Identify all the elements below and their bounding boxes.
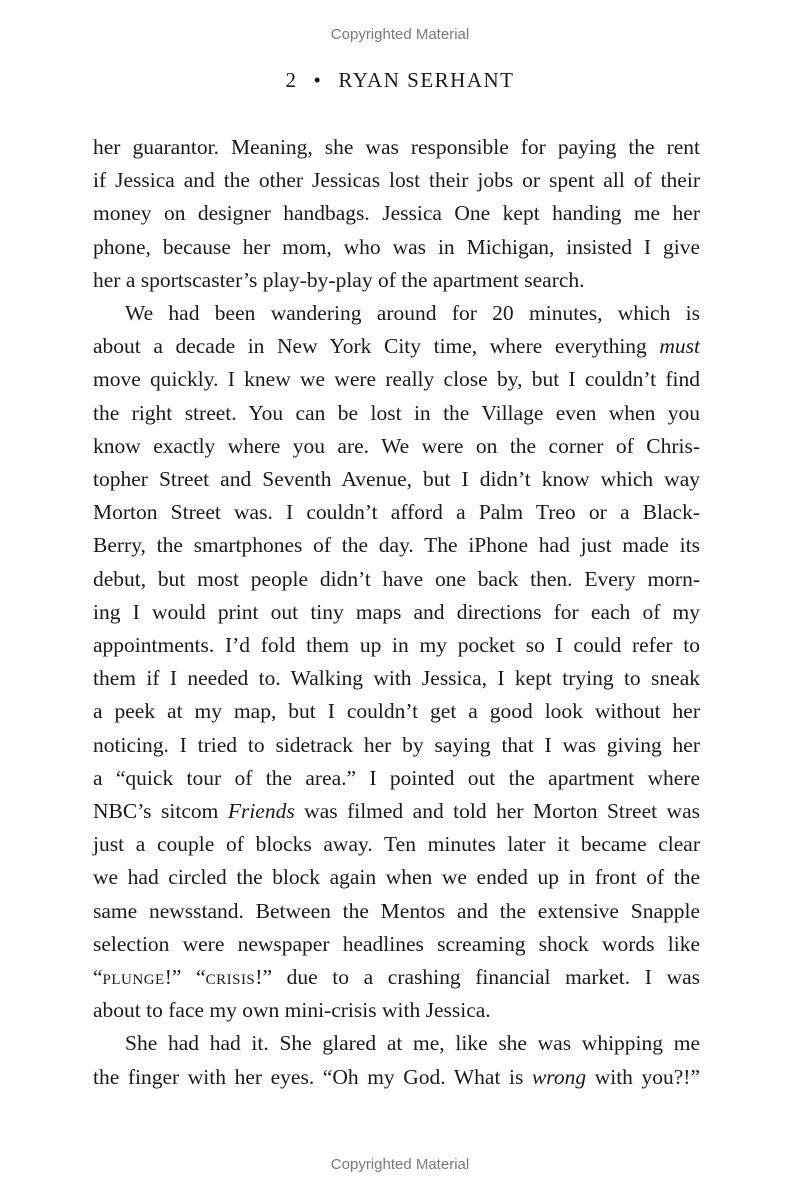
text-line: the finger with her eyes. “Oh my God. What is wrong with you?!” <box>93 1064 701 1089</box>
text-line: we had circled the block again when we ended up in front of the <box>93 865 700 890</box>
copyright-watermark-top: Copyrighted Material <box>330 26 470 43</box>
paragraph <box>93 1027 700 1093</box>
copyright-watermark-bottom: Copyrighted Material <box>330 1156 470 1173</box>
text-line: about a decade in New York City time, where everything must <box>93 334 700 359</box>
text-line: if Jessica and the other Jessicas lost their jobs or spent all of their <box>93 168 700 193</box>
paragraph <box>93 297 700 1027</box>
separator-dot: • <box>313 68 323 92</box>
text-line: “plunge!” “crisis!” due to a crashing financial market. I was <box>93 965 700 990</box>
text-line: She had had it. She glared at me, like she was whipping me <box>125 1031 700 1056</box>
text-line: the right street. You can be lost in the Village even when you <box>93 400 700 425</box>
author-name: RYAN SERHANT <box>338 68 515 92</box>
text-line: same newsstand. Between the Mentos and the extensive Snapple <box>93 898 700 923</box>
text-line: money on designer handbags. Jessica One kept handing me her <box>93 201 700 226</box>
page-number: 2 <box>285 68 298 92</box>
text-line: a peek at my map, but I couldn’t get a good look without her <box>93 699 700 724</box>
emphasis-text: must <box>659 334 700 359</box>
emphasis-text: Friends <box>227 799 295 824</box>
text-line: We had been wandering around for 20 minutes, which is <box>125 301 700 326</box>
text-line: about to face my own mini-crisis with Jessica. <box>93 998 491 1023</box>
text-line: Berry, the smartphones of the day. The iPhone had just made its <box>93 533 700 558</box>
emphasis-text: wrong <box>531 1064 587 1089</box>
text-line: move quickly. I knew we were really close by, but I couldn’t find <box>93 367 700 392</box>
text-line: noticing. I tried to sidetrack her by saying that I was giving her <box>93 732 700 757</box>
text-line: a “quick tour of the area.” I pointed out the apartment where <box>93 765 700 790</box>
small-caps-text: plunge <box>102 965 165 990</box>
text-line: just a couple of blocks away. Ten minutes later it became clear <box>93 832 700 857</box>
text-line: them if I needed to. Walking with Jessica, I kept trying to sneak <box>93 666 700 691</box>
text-line: phone, because her mom, who was in Michigan, insisted I give <box>93 234 700 259</box>
paragraph <box>93 131 700 297</box>
text-line: Morton Street was. I couldn’t afford a Palm Treo or a Black- <box>93 500 700 525</box>
text-line: her guarantor. Meaning, she was responsible for paying the rent <box>93 135 700 159</box>
running-head <box>0 68 800 93</box>
text-line: NBC’s sitcom Friends was filmed and told her Morton Street was <box>93 799 700 824</box>
body-text <box>93 131 700 1094</box>
text-line: her a sportscaster’s play-by-play of the apartment search. <box>93 267 585 292</box>
text-line: selection were newspaper headlines screaming shock words like <box>93 931 700 956</box>
text-line: topher Street and Seventh Avenue, but I didn’t know which way <box>93 467 700 492</box>
text-line: debut, but most people didn’t have one back then. Every morn- <box>93 566 700 591</box>
small-caps-text: crisis <box>205 965 256 990</box>
text-line: ing I would print out tiny maps and directions for each of my <box>93 599 700 624</box>
text-line: appointments. I’d fold them up in my pocket so I could refer to <box>93 633 700 658</box>
text-line: know exactly where you are. We were on the corner of Chris- <box>93 433 700 458</box>
